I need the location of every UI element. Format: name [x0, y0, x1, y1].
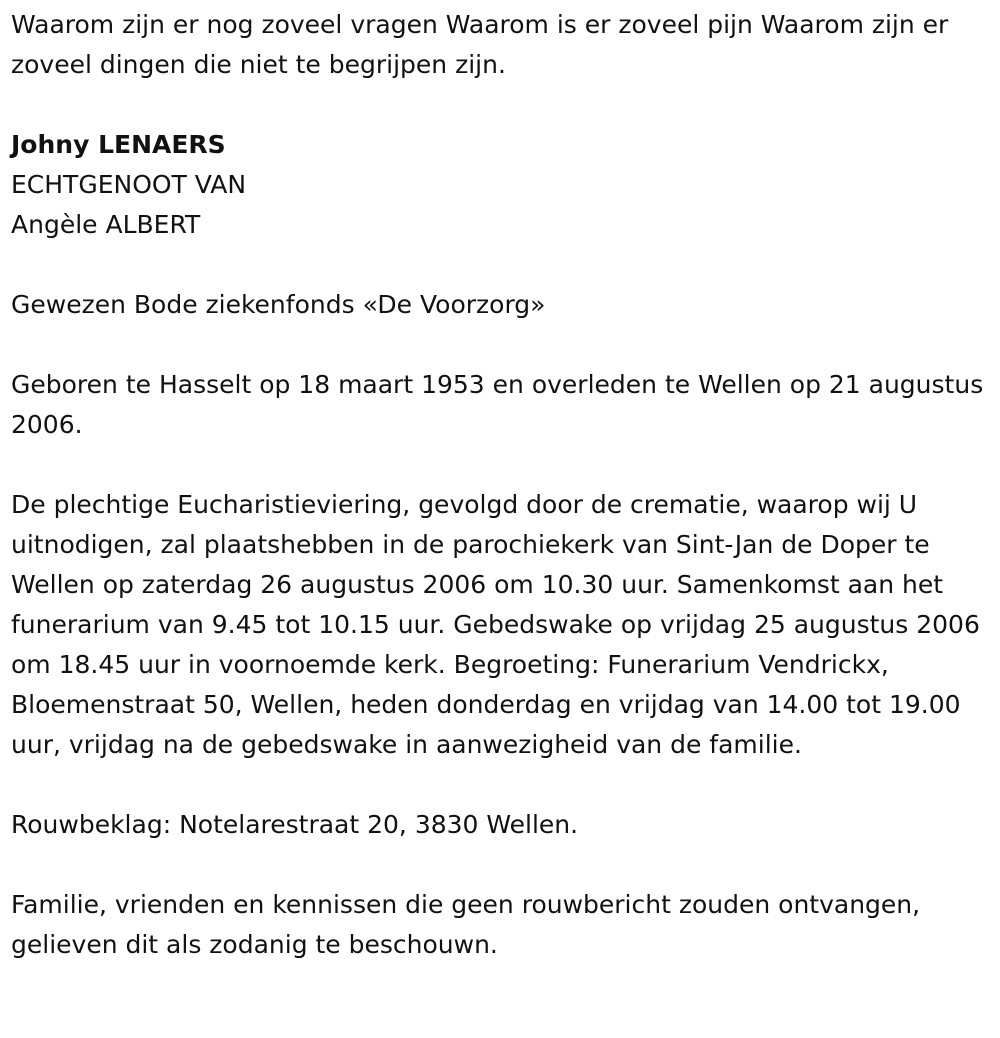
ceremony-text: De plechtige Eucharistieviering, gevolgd door de crematie, waarop wij U uitnodigen, zal plaatshebben in de parochiekerk van Sint-Jan de Doper te Wellen op zaterdag 26 augustus 2006 om 10.30 uur. Samenkomst aan het funerarium van 9.45 tot 10.15 uur. Gebedswake op vrijdag 25 augustus 2006 om 18.45 uur in voornoemde kerk. Begroeting: Funerarium Vendrickx, Bloemenstraat 50, Wellen, heden donderdag en vrijdag van 14.00 tot 19.00 uur, vrijdag na de gebedswake in aanwezigheid van de familie.	[11, 490, 980, 759]
occupation-text: Gewezen Bode ziekenfonds «De Voorzorg»	[11, 290, 546, 319]
spouse-name: Angèle ALBERT	[11, 210, 201, 239]
deceased-name: Johny LENAERS	[11, 130, 226, 159]
spacer	[11, 325, 991, 365]
spacer	[11, 85, 991, 125]
condolences-text: Rouwbeklag: Notelarestraat 20, 3830 Wellen.	[11, 810, 579, 839]
spacer	[11, 845, 991, 885]
notice-text: Familie, vrienden en kennissen die geen rouwbericht zouden ontvangen, gelieven dit als zodanig te beschouwn.	[11, 890, 921, 959]
spacer	[11, 245, 991, 285]
obituary-document	[11, 5, 991, 965]
birth-death-text: Geboren te Hasselt op 18 maart 1953 en overleden te Wellen op 21 augustus 2006.	[11, 370, 984, 439]
poem-text: Waarom zijn er nog zoveel vragen Waarom is er zoveel pijn Waarom zijn er zoveel dingen die niet te begrijpen zijn.	[11, 10, 949, 79]
spacer	[11, 765, 991, 805]
spacer	[11, 445, 991, 485]
relation-label: ECHTGENOOT VAN	[11, 170, 247, 199]
